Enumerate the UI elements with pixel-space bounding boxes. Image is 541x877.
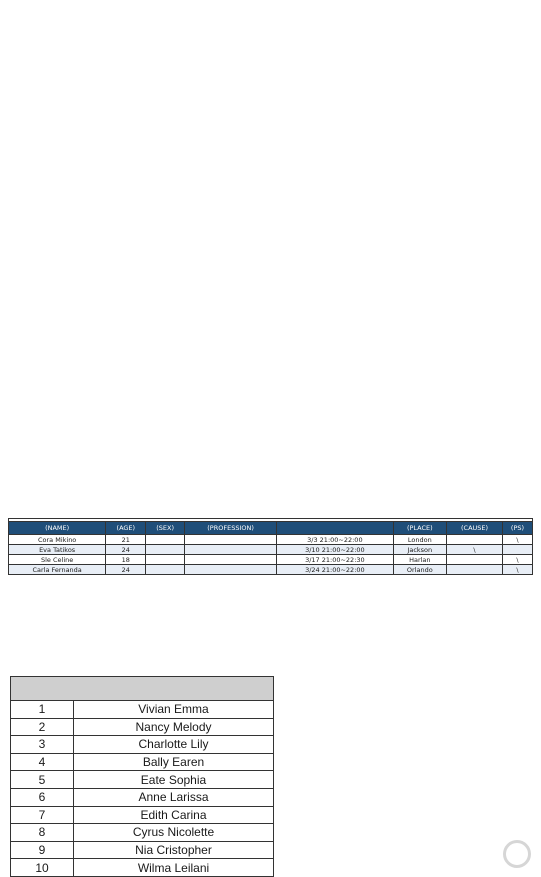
student-name: Bally Earen: [74, 753, 274, 771]
table-cell: 3/10 21:00~22:00: [277, 545, 393, 555]
table-row: [11, 788, 274, 806]
student-name: Edith Carina: [74, 806, 274, 824]
student-name: Anne Larissa: [74, 788, 274, 806]
table-row: [11, 824, 274, 842]
site-watermark: [503, 838, 533, 868]
student-name: Charlotte Lily: [74, 736, 274, 754]
table-cell: Sle Celine: [9, 555, 106, 565]
table-cell: Eva Tatikos: [9, 545, 106, 555]
student-name: Eate Sophia: [74, 771, 274, 789]
table-row: [11, 806, 274, 824]
table-cell: [184, 555, 276, 565]
student-list-header: [11, 677, 274, 701]
table-cell: [447, 535, 503, 545]
student-name: Nancy Melody: [74, 718, 274, 736]
case-header-cell: (AGE): [106, 522, 146, 535]
table-row: [9, 565, 533, 575]
table-cell: 3/24 21:00~22:00: [277, 565, 393, 575]
student-name: Vivian Emma: [74, 701, 274, 719]
case-header-cell: (PS): [502, 522, 532, 535]
table-cell: Jackson: [393, 545, 447, 555]
table-cell: 21: [106, 535, 146, 545]
case-header-cell: [277, 522, 393, 535]
row-number: 5: [11, 771, 74, 789]
table-cell: 24: [106, 565, 146, 575]
table-row: [11, 753, 274, 771]
table-cell: 3/17 21:00~22:30: [277, 555, 393, 565]
serial-murder-case-table: [8, 518, 533, 575]
table-cell: [146, 565, 185, 575]
table-cell: [447, 565, 503, 575]
table-cell: \: [502, 565, 532, 575]
row-number: 8: [11, 824, 74, 842]
table-cell: 24: [106, 545, 146, 555]
student-name: Nia Cristopher: [74, 841, 274, 859]
table-cell: [146, 535, 185, 545]
student-name: Cyrus Nicolette: [74, 824, 274, 842]
table-cell: Orlando: [393, 565, 447, 575]
table-row: [9, 545, 533, 555]
case-header-cell: (PROFESSION): [184, 522, 276, 535]
case-header-cell: (CAUSE): [447, 522, 503, 535]
table-cell: Cora Mikino: [9, 535, 106, 545]
table-row: [11, 841, 274, 859]
row-number: 9: [11, 841, 74, 859]
table-cell: Carla Fernanda: [9, 565, 106, 575]
table-cell: 3/3 21:00~22:00: [277, 535, 393, 545]
table-cell: [447, 555, 503, 565]
student-name: Wilma Leilani: [74, 859, 274, 877]
table-cell: [184, 535, 276, 545]
table-cell: [502, 545, 532, 555]
row-number: 1: [11, 701, 74, 719]
table-cell: 18: [106, 555, 146, 565]
table-cell: \: [447, 545, 503, 555]
table-row: [11, 701, 274, 719]
row-number: 6: [11, 788, 74, 806]
case-header-cell: (PLACE): [393, 522, 447, 535]
table-cell: [146, 555, 185, 565]
row-number: 3: [11, 736, 74, 754]
table-row: [9, 535, 533, 545]
row-number: 7: [11, 806, 74, 824]
row-number: 10: [11, 859, 74, 877]
table-cell: Harlan: [393, 555, 447, 565]
table-cell: \: [502, 535, 532, 545]
case-header-cell: (SEX): [146, 522, 185, 535]
table-cell: [184, 565, 276, 575]
table-row: [11, 718, 274, 736]
case-table-header-row: [9, 522, 533, 535]
protected-student-list-table: [10, 676, 274, 877]
table-cell: [146, 545, 185, 555]
row-number: 2: [11, 718, 74, 736]
table-cell: [184, 545, 276, 555]
table-row: [9, 555, 533, 565]
table-cell: \: [502, 555, 532, 565]
table-cell: London: [393, 535, 447, 545]
table-row: [11, 736, 274, 754]
table-row: [11, 771, 274, 789]
case-header-cell: (NAME): [9, 522, 106, 535]
game-logo-icon: [503, 840, 531, 868]
row-number: 4: [11, 753, 74, 771]
